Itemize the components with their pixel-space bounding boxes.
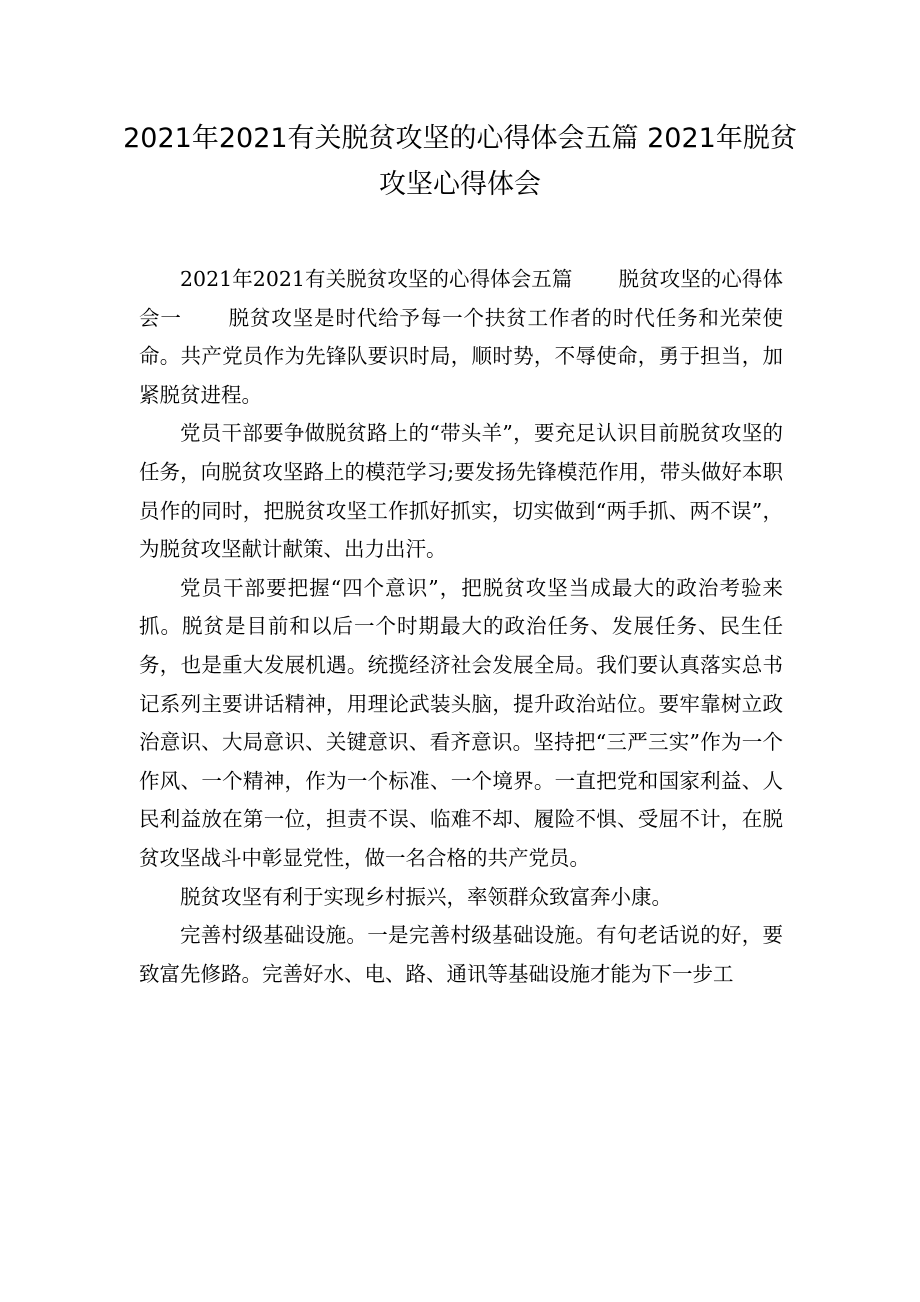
paragraph: 党员干部要争做脱贫路上的“带头羊”，要充足认识目前脱贫攻坚的任务，向脱贫攻坚路上的模范学习;要发扬先锋模范作用，带头做好本职员作的同时，把脱贫攻坚工作抓好抓实，切实做到“两手抓、两不误”，为脱贫攻坚献计献策、出力出汗。 (139, 421, 783, 562)
paragraph: 党员干部要把握“四个意识”，把脱贫攻坚当成最大的政治考验来抓。脱贫是目前和以后一个时期最大的政治任务、发展任务、民生任务，也是重大发展机遇。统揽经济社会发展全局。我们要认真落实总书记系列主要讲话精神，用理论武装头脑，提升政治站位。要牢靠树立政治意识、大局意识、关键意识、看齐意识。坚持把“三严三实”作为一个作风、一个精神，作为一个标准、一个境界。一直把党和国家利益、人民利益放在第一位，担责不误、临难不却、履险不惧、受屈不计，在脱贫攻坚战斗中彰显党性，做一名合格的共产党员。 (139, 575, 783, 870)
section-label: 脱贫攻坚的心得体会一 (139, 267, 784, 330)
paragraph: 完善村级基础设施。一是完善村级基础设施。有句老话说的好，要致富先修路。完善好水、电、路、通讯等基础设施才能为下一步工 (139, 923, 783, 986)
document-body (139, 260, 783, 993)
paragraph: 脱贫攻坚有利于实现乡村振兴，率领群众致富奔小康。 (180, 884, 672, 909)
intro-heading: 2021年2021有关脱贫攻坚的心得体会五篇 (180, 267, 573, 291)
document-title: 2021年2021有关脱贫攻坚的心得体会五篇 2021年脱贫攻坚心得体会 (123, 123, 797, 200)
intro-paragraph (139, 260, 783, 414)
intro-text: 脱贫攻坚是时代给予每一个扶贫工作者的时代任务和光荣使命。共产党员作为先锋队要识时局，顺时势，不辱使命，勇于担当，加紧脱贫进程。 (139, 305, 784, 407)
